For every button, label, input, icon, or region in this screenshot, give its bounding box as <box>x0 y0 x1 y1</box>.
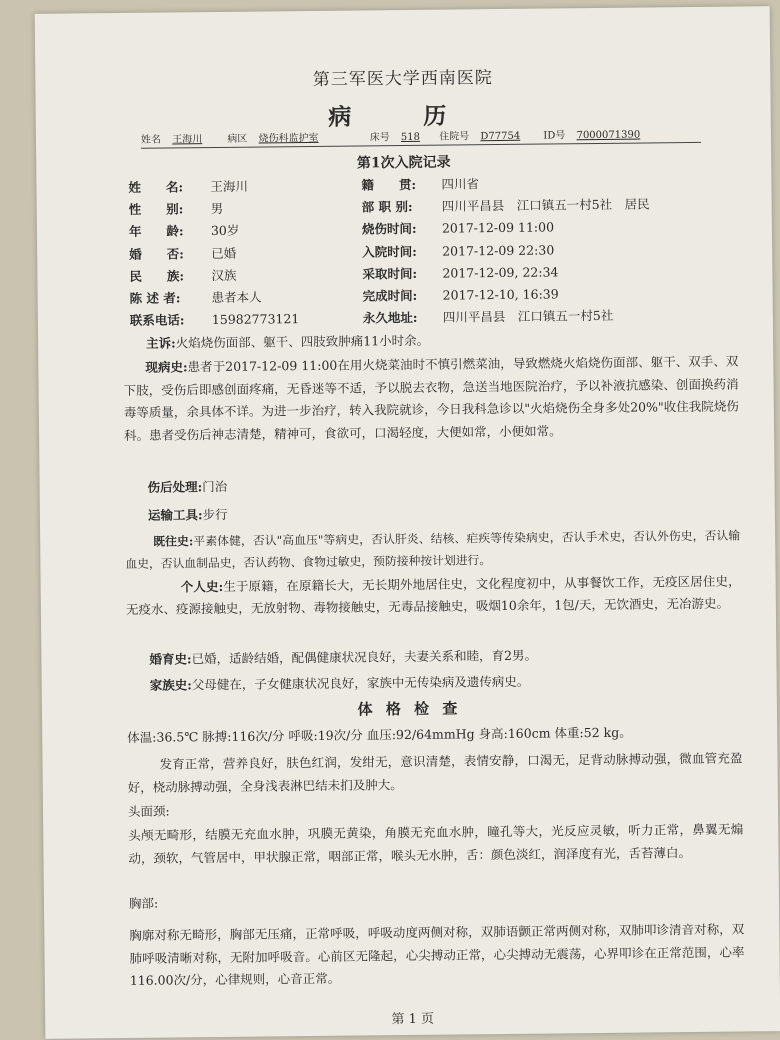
head-label: 头面颈: <box>127 803 170 819</box>
general-exam <box>127 747 742 799</box>
transport-text: 步行 <box>202 506 228 523</box>
family-history <box>150 669 740 697</box>
bed-value: 518 <box>400 131 421 144</box>
marital-history <box>149 643 739 671</box>
info-label: 烧伤时间: <box>361 221 417 237</box>
general-exam-text: 发育正常，营养良好，肤色红润，发绀无，意识清楚，表情安静，口渴无，足背动脉搏动强，微血管充盈好，桡动脉搏动强，全身浅表淋巴结未扪及肿大。 <box>127 750 743 795</box>
info-value: 15982773121 <box>211 311 300 328</box>
info-value: 2017-12-09, 22:34 <box>442 264 559 281</box>
info-label: 民 族: <box>129 268 185 284</box>
present-illness-text: 患者于2017-12-09 11:00在用火烧菜油时不慎引燃菜油，导致燃烧火焰烧伤面部、躯干、双手、双下肢，受伤后即感创面疼痛，无昏迷等不适，予以脱去衣物，急送当地医院治疗，予以补液抗感染、创面换药消毒等质量，余具体不详。为进一步治疗，转入我院就诊，今日我科急诊以"火焰烧伤全身多处20%"收住我院烧伤科。患者受伤后神志清楚，精神可，食欲可，口渴轻度，大便如常，小便如常。 <box>123 353 739 443</box>
info-row <box>361 171 649 196</box>
post-injury <box>148 471 728 499</box>
present-illness <box>123 351 739 447</box>
info-label: 陈 述 者: <box>129 290 181 306</box>
info-row <box>363 305 651 330</box>
patient-info-right <box>361 171 651 329</box>
info-value: 已婚 <box>211 245 237 261</box>
transport-label: 运输工具: <box>147 507 203 523</box>
marital-history-text: 已婚，适龄结婚，配偶健康状况良好，夫妻关系和睦，育2男。 <box>191 647 538 667</box>
info-value: 男 <box>210 201 224 217</box>
post-injury-text: 门治 <box>202 478 228 495</box>
name-label: 姓名 <box>140 134 162 146</box>
present-illness-label: 现病史: <box>145 359 188 375</box>
personal-history-label: 个人史: <box>180 578 224 595</box>
name-value: 王海川 <box>172 134 203 146</box>
past-history-text: 平素体健，否认"高血压"等病史，否认肝炎、结核、疟疾等传染病史，否认手术史，否认外伤史，否认输血史，否认血制品史，否认药物、食物过敏史，预防接种按计划进行。 <box>125 528 741 571</box>
personal-history-text: 生于原籍，在原籍长大，无长期外地居住史，文化程度初中，从事餐饮工作，无疫区居住史，无疫水、疫源接触史，无放射物、毒物接触史，无毒品接触史，吸烟10余年，1包/天，无饮酒史，无冶游史。 <box>125 573 741 617</box>
info-label: 永久地址: <box>362 310 418 326</box>
family-history-text: 父母健在，子女健康状况良好，家族中无传染病及遗传病史。 <box>191 673 530 693</box>
chest-label: 胸部: <box>128 895 159 911</box>
info-value: 汉族 <box>211 267 237 283</box>
ward-label: 病区 <box>227 133 248 145</box>
transport <box>148 499 728 527</box>
info-row <box>129 197 299 221</box>
info-label: 年 龄: <box>128 223 184 240</box>
info-value: 四川平昌县 江口镇五一村5社 <box>442 308 614 325</box>
info-row <box>362 238 650 263</box>
chest-exam: 胸廓对称无畸形，胸部无压痛，正常呼吸，呼吸动度两侧对称，双肺语颤正常两侧对称，双肺叩诊清音对称，双肺呼吸清晰对称，无附加呼吸音。心前区无隆起，心尖搏动正常，心尖搏动无震荡，心界叩诊在正常范围，心率116.00次/分，心律规则，心音正常。 <box>129 921 745 988</box>
info-label: 性 别: <box>128 201 184 218</box>
info-label: 采取时间: <box>362 265 418 282</box>
bed-label: 床号 <box>369 132 390 144</box>
info-value: 2017-12-09 11:00 <box>441 219 555 237</box>
info-label: 完成时间: <box>362 287 418 304</box>
info-row <box>129 220 299 244</box>
info-label: 部 职 别: <box>361 199 413 215</box>
info-value: 30岁 <box>210 223 240 239</box>
chief-complaint-text: 火焰烧伤面部、躯干、四肢致肿痛11小时余。 <box>175 332 430 351</box>
info-row <box>130 308 300 332</box>
info-label: 入院时间: <box>362 243 417 260</box>
medical-record-page <box>35 6 780 1039</box>
info-value: 2017-12-09 22:30 <box>442 242 555 259</box>
inpatient-value: D77754 <box>480 130 521 143</box>
info-value: 四川省 <box>441 176 480 192</box>
exam-title: 体 格 检 查 <box>357 699 462 719</box>
family-history-label: 家族史: <box>149 677 192 693</box>
post-injury-label: 伤后处理: <box>147 479 203 495</box>
ward-value: 烧伤科监护室 <box>258 132 319 145</box>
info-row <box>128 175 298 199</box>
info-row <box>363 282 651 307</box>
chief-complaint <box>146 327 726 355</box>
info-label: 姓 名: <box>128 179 184 195</box>
personal-history <box>126 571 741 621</box>
marital-history-label: 婚育史: <box>149 651 192 667</box>
info-label: 婚 否: <box>129 245 184 262</box>
document-title: 病 历 <box>328 102 479 131</box>
admission-title: 第1次入院记录 <box>356 154 451 172</box>
past-history-label: 既往史: <box>153 534 194 549</box>
info-value: 四川平昌县 江口镇五一村5社 居民 <box>441 196 650 214</box>
info-row <box>129 264 299 288</box>
info-row <box>129 242 299 266</box>
vitals: 体温:36.5℃ 脉搏:116次/分 呼吸:19次/分 血压:92/64mmHg 身高:160cm 体重:52 kg。 <box>127 724 632 745</box>
past-history <box>125 525 740 575</box>
hospital-name: 第三军医大学西南医院 <box>312 68 493 90</box>
patient-info-left <box>128 175 299 332</box>
info-value: 患者本人 <box>211 289 262 306</box>
info-label: 联系电话: <box>129 312 185 329</box>
head-exam: 头颅无畸形，结膜无充血水肿，巩膜无黄染，角膜无充血水肿，瞳孔等大，光反应灵敏，听力正常，鼻翼无煽动，颈软，气管居中，甲状腺正常，咽部正常，喉头无水肿，舌：颜色淡红，润泽度有光，舌苔薄白。 <box>128 821 744 866</box>
info-row <box>362 194 650 219</box>
inpatient-label: 住院号 <box>439 131 470 143</box>
page-number: 第 1 页 <box>391 1011 435 1028</box>
info-label: 籍 贯: <box>361 176 417 193</box>
info-row <box>362 216 650 241</box>
info-row <box>130 286 300 310</box>
info-value: 王海川 <box>210 178 249 195</box>
info-row <box>362 260 650 285</box>
info-value: 2017-12-10, 16:39 <box>442 286 559 303</box>
id-label: ID号 <box>543 130 566 142</box>
id-value: 7000071390 <box>576 129 641 142</box>
chief-complaint-label: 主诉: <box>146 335 176 351</box>
